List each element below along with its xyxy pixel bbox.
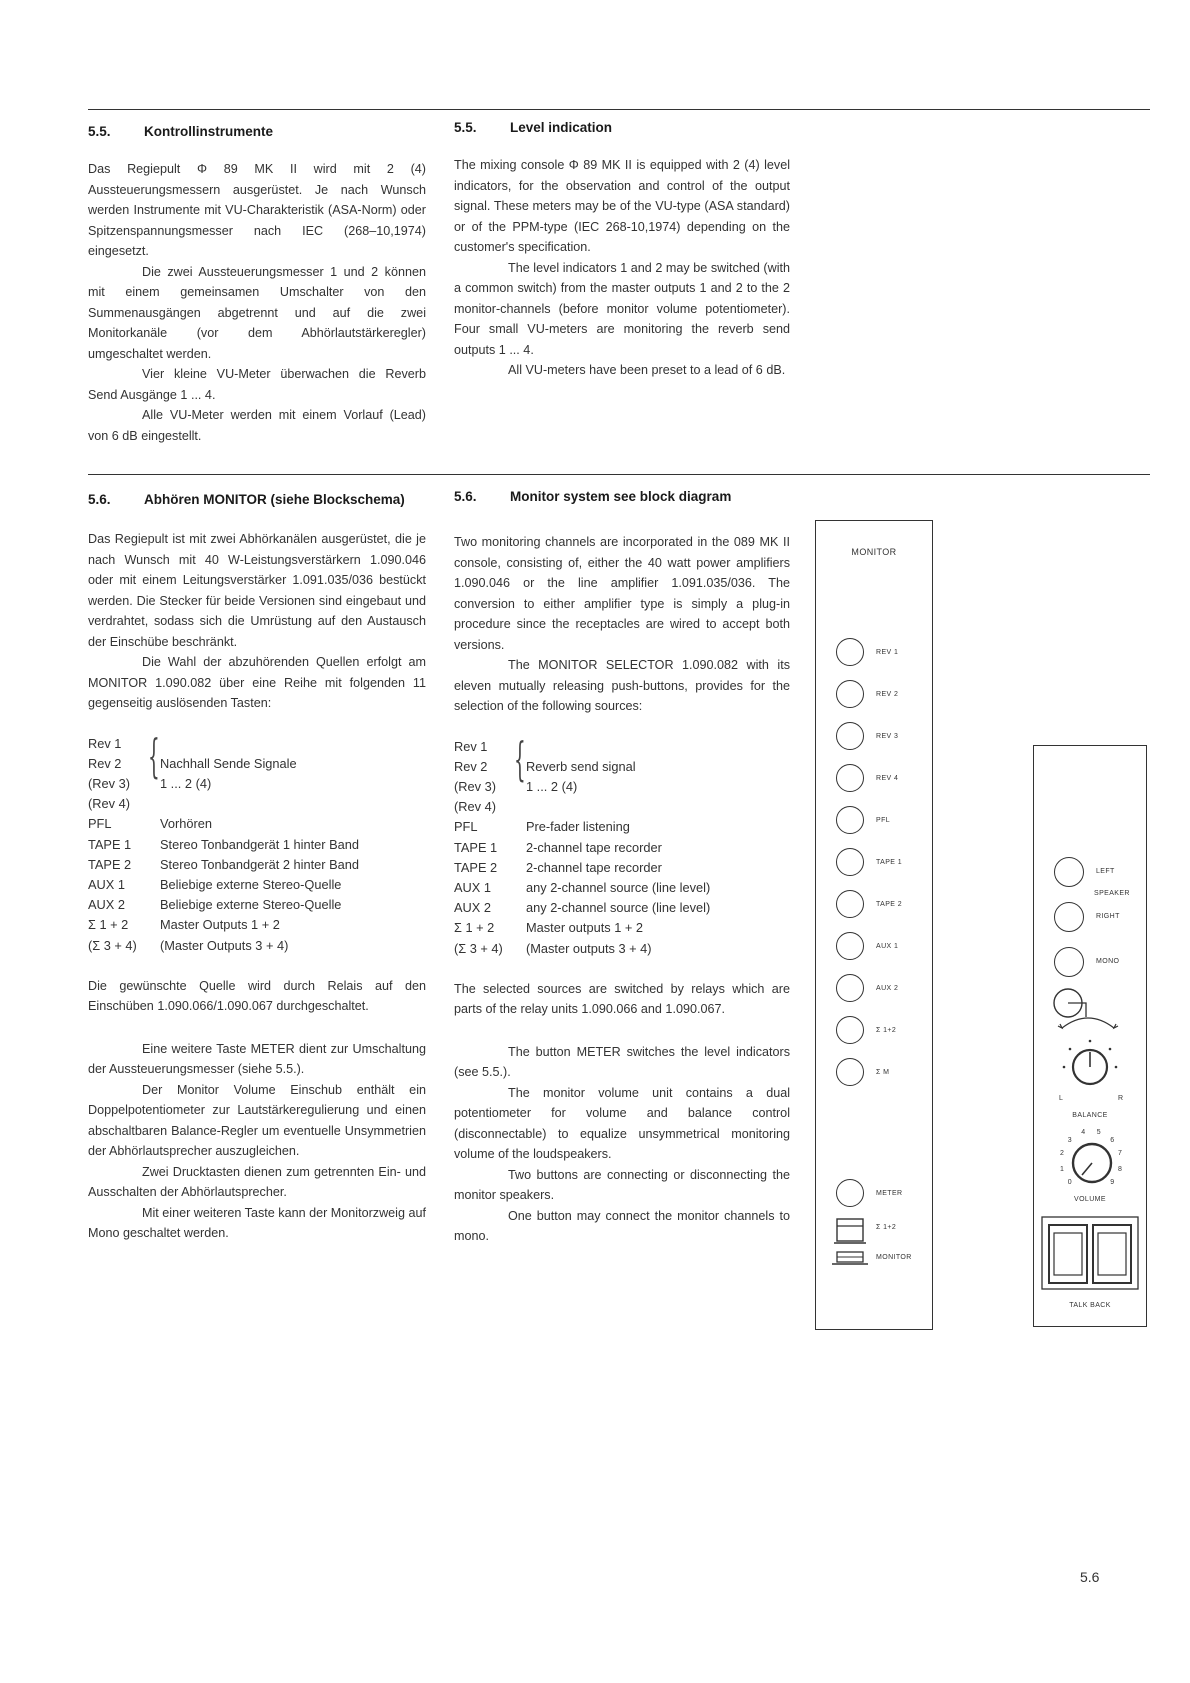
section-title: Level indication: [510, 120, 613, 135]
paragraph: One button may connect the monitor channels to mono.: [454, 1208, 790, 1244]
left-label: LEFT: [1096, 868, 1115, 875]
source-key: (Rev 4): [454, 799, 496, 815]
monitor-source-label: PFL: [876, 817, 891, 824]
source-value: Master Outputs 1 + 2: [160, 917, 280, 933]
section-number: 5.5.: [88, 124, 111, 139]
paragraph: Alle VU-Meter werden mit einem Vorlauf (Lead) von 6 dB eingestellt.: [88, 408, 426, 443]
source-key: TAPE 2: [88, 856, 132, 872]
paragraph: The selected sources are switched by relays which are parts of the relay units 1.090.066 and 1.090.067.: [454, 981, 790, 1017]
paragraph: Zwei Drucktasten dienen zum getrennten Ein- und Ausschalten der Abhörlautsprecher.: [88, 1164, 426, 1200]
balance-knob-icon[interactable]: [1058, 1035, 1124, 1091]
balance-left-label: L: [1059, 1095, 1064, 1102]
volume-knob-icon[interactable]: [1067, 1138, 1117, 1188]
paragraph: Der Monitor Volume Einschub enthält ein Doppelpotentiometer zur Lautstärkeregulierung und einen abschaltbaren Balance-Regler um eventuelle Unsymmetrien der Abhörlautsprecher auszugleichen.: [88, 1082, 426, 1159]
monitor-source-label: TAPE 2: [876, 901, 903, 908]
speaker-label: SPEAKER: [1094, 890, 1130, 897]
volume-scale-digit: 0: [1067, 1179, 1073, 1187]
section-number: 5.5.: [454, 120, 477, 135]
source-key: TAPE 2: [454, 859, 498, 875]
source-value: Reverb send signal: [526, 758, 636, 774]
monitor-source-button[interactable]: [836, 638, 864, 666]
source-key: Rev 1: [454, 738, 488, 754]
source-value: Master outputs 1 + 2: [526, 920, 644, 936]
source-row: [454, 757, 790, 777]
paragraph: Two buttons are connecting or disconnecting the monitor speakers.: [454, 1167, 790, 1203]
meter-button[interactable]: [836, 1179, 864, 1207]
paragraph: Das Regiepult ist mit zwei Abhörkanälen ausgerüstet, die je nach Wunsch mit 40 W-Leistungsverstärkern 1.090.046 oder mit einem Leitungsverstärker 1.091.035/036 bestückt werden. Die Stecker für beide Versionen sind eingebaut und verdrahtet, sodass sich die Umrüstung auf den Austausch der Einschübe beschränkt.: [88, 532, 426, 649]
source-value: Beliebige externe Stereo-Quelle: [160, 876, 342, 892]
mono-button[interactable]: [1054, 947, 1084, 977]
paragraph: Die Wahl der abzuhörenden Quellen erfolgt am MONITOR 1.090.082 über eine Reihe mit folgenden 11 gegenseitig auslösenden Tasten:: [88, 655, 426, 710]
monitor-source-label: REV 3: [876, 733, 899, 740]
paragraph: The MONITOR SELECTOR 1.090.082 with its eleven mutually releasing push-buttons, provides for the selection of the following sources:: [454, 658, 790, 713]
source-value: 2-channel tape recorder: [526, 859, 662, 875]
monitor-source-button[interactable]: [836, 890, 864, 918]
source-row: [88, 814, 426, 834]
middle-rule: [88, 474, 1150, 475]
monitor-source-button[interactable]: [836, 848, 864, 876]
source-brace: {: [148, 728, 160, 783]
source-row: [454, 858, 790, 878]
left-speaker-button[interactable]: [1054, 857, 1084, 887]
source-row: [88, 835, 426, 855]
source-row: [88, 915, 426, 935]
paragraph: Das Regiepult Φ 89 MK II wird mit 2 (4) Aussteuerungsmessern ausgerüstet. Je nach Wunsch werden Instrumente mit VU-Charakteristik (ASA-Norm) oder Spitzenspannungsmesser nach IEC (268–10,1974) eingesetzt.: [88, 162, 426, 258]
source-value: 2-channel tape recorder: [526, 839, 662, 855]
monitor-source-button[interactable]: [836, 722, 864, 750]
source-row: [88, 754, 426, 774]
source-value: Stereo Tonbandgerät 2 hinter Band: [160, 856, 359, 872]
right-speaker-button[interactable]: [1054, 902, 1084, 932]
source-key: (Rev 3): [454, 778, 496, 794]
sum-switch-icon[interactable]: [833, 1216, 867, 1246]
mono-label: MONO: [1096, 958, 1120, 965]
balance-right-label: R: [1118, 1095, 1124, 1102]
monitor-source-label: REV 1: [876, 649, 899, 656]
volume-scale-digit: 8: [1117, 1165, 1123, 1173]
source-key: (Σ 3 + 4): [88, 937, 137, 953]
balance-switch-icon[interactable]: [1048, 986, 1134, 1038]
paragraph: The mixing console Φ 89 MK II is equipped with 2 (4) level indicators, for the observation and control of the output signal. These meters may be of the VU-type (ASA standard) or of the PPM-type (IEC 268-10,1974) depending on the customer's specification.: [454, 158, 790, 254]
volume-scale-digit: 2: [1060, 1150, 1065, 1158]
source-value: [160, 794, 426, 814]
source-value: [526, 797, 790, 817]
source-key: PFL: [88, 816, 112, 832]
paragraph: Die gewünschte Quelle wird durch Relais auf den Einschüben 1.090.066/1.090.067 durchgeschaltet.: [88, 978, 426, 1014]
section-number: 5.6.: [88, 492, 111, 507]
section-title: Monitor system see block diagram: [510, 489, 732, 504]
source-row: [88, 936, 426, 956]
monitor-switch-icon[interactable]: [831, 1248, 869, 1268]
right-label: RIGHT: [1096, 913, 1120, 920]
talkback-button-icon[interactable]: [1040, 1215, 1140, 1291]
source-value: Vorhören: [160, 816, 212, 832]
paragraph: All VU-meters have been preset to a lead of 6 dB.: [508, 363, 786, 377]
meter-label: METER: [876, 1190, 903, 1197]
source-key: (Rev 4): [88, 796, 130, 812]
balance-label: BALANCE: [1072, 1112, 1108, 1119]
source-key: AUX 1: [454, 879, 491, 895]
source-value: Stereo Tonbandgerät 1 hinter Band: [160, 836, 359, 852]
source-key: Rev 2: [88, 755, 122, 771]
sum-label: Σ 1+2: [876, 1224, 897, 1231]
monitor-source-label: AUX 1: [876, 943, 899, 950]
section-heading: [454, 487, 790, 506]
source-value: Pre-fader listening: [526, 819, 630, 835]
source-value: [160, 734, 426, 754]
source-value: any 2-channel source (line level): [526, 900, 711, 916]
section-heading: [88, 122, 426, 141]
paragraph: Eine weitere Taste METER dient zur Umschaltung der Aussteuerungsmesser (siehe 5.5.).: [88, 1041, 426, 1077]
source-value: 1 ... 2 (4): [526, 778, 578, 794]
volume-scale-digit: 1: [1060, 1165, 1065, 1173]
monitor-source-button[interactable]: [836, 1058, 864, 1086]
paragraph: The monitor volume unit contains a dual potentiometer for volume and balance control (disconnectable) to equalize unsymmetrical monitoring volume of the loudspeakers.: [454, 1085, 790, 1162]
source-row: [88, 855, 426, 875]
section-number: 5.6.: [454, 489, 477, 504]
section-heading: [454, 118, 790, 137]
source-value: (Master outputs 3 + 4): [526, 940, 652, 956]
source-brace: {: [514, 731, 526, 786]
paragraph: The level indicators 1 and 2 may be switched (with a common switch) from the master outputs 1 and 2 to the 2 monitor-channels (before monitor volume potentiometer). Four small VU-meters are monitoring the reverb send outputs 1 ... 4.: [454, 260, 790, 357]
source-row: [454, 918, 790, 938]
monitor-source-button[interactable]: [836, 764, 864, 792]
monitor-panel: [815, 520, 933, 1330]
source-list: [454, 731, 790, 959]
source-key: AUX 2: [454, 900, 491, 916]
source-key: AUX 1: [88, 876, 125, 892]
section-5-5-german: [88, 122, 426, 446]
volume-scale-digit: 6: [1110, 1136, 1115, 1144]
section-5-5-english: [454, 118, 790, 381]
source-row: [454, 777, 790, 797]
source-value: Nachhall Sende Signale: [160, 755, 297, 771]
volume-scale-digit: 5: [1096, 1129, 1102, 1137]
source-key: TAPE 1: [88, 836, 132, 852]
source-key: PFL: [454, 819, 478, 835]
monitor-source-label: REV 2: [876, 691, 899, 698]
monitor-source-label: REV 4: [876, 775, 899, 782]
source-list: [88, 728, 426, 956]
source-value: (Master Outputs 3 + 4): [160, 937, 289, 953]
paragraph: Die zwei Aussteuerungsmesser 1 und 2 können mit einem gemeinsamen Umschalter von den Summenausgängen abgetrennt und auf die zwei Monitorkanäle (vor dem Abhörlautstärkeregler) umgeschaltet werden.: [88, 264, 426, 361]
source-key: Σ 1 + 2: [88, 917, 129, 933]
section-title: Kontrollinstrumente: [144, 124, 274, 139]
section-heading: [88, 490, 426, 509]
source-row: [454, 737, 790, 757]
source-row: [454, 898, 790, 918]
volume-scale-digit: 7: [1117, 1150, 1123, 1158]
page-number: 5.6: [1080, 1569, 1100, 1585]
section-title: Abhören MONITOR (siehe Blockschema): [144, 492, 405, 507]
source-row: [454, 797, 790, 817]
monitor-source-label: Σ M: [876, 1069, 890, 1076]
paragraph: Vier kleine VU-Meter überwachen die Reverb Send Ausgänge 1 ... 4.: [88, 367, 426, 402]
volume-label: VOLUME: [1074, 1196, 1106, 1203]
source-key: Rev 1: [88, 735, 122, 751]
source-value: 1 ... 2 (4): [160, 775, 212, 791]
source-row: [88, 875, 426, 895]
source-value: [526, 737, 790, 757]
source-key: (Σ 3 + 4): [454, 940, 503, 956]
volume-scale-digit: 3: [1067, 1136, 1073, 1144]
section-5-6-english: [454, 487, 790, 1247]
paragraph: The button METER switches the level indicators (see 5.5.).: [454, 1044, 790, 1080]
source-row: [88, 794, 426, 814]
source-key: Rev 2: [454, 758, 488, 774]
source-key: (Rev 3): [88, 775, 130, 791]
volume-scale-digit: 9: [1110, 1179, 1115, 1187]
source-key: Σ 1 + 2: [454, 920, 495, 936]
monitor-source-button[interactable]: [836, 932, 864, 960]
volume-panel: [1033, 745, 1147, 1327]
paragraph: Two monitoring channels are incorporated in the 089 MK II console, consisting of, either the 40 watt power amplifiers 1.090.046 or the line amplifier 1.091.035/036. The conversion to either amplifier type is simply a plug-in procedure since the receptacles are wired to accept both versions.: [454, 535, 790, 652]
paragraph: Mit einer weiteren Taste kann der Monitorzweig auf Mono geschaltet werden.: [88, 1205, 426, 1241]
source-row: [88, 734, 426, 754]
source-value: Beliebige externe Stereo-Quelle: [160, 897, 342, 913]
monitor-source-button[interactable]: [836, 1016, 864, 1044]
monitor-source-label: TAPE 1: [876, 859, 903, 866]
source-row: [454, 939, 790, 959]
source-row: [454, 817, 790, 837]
source-row: [454, 878, 790, 898]
volume-scale-digit: 4: [1081, 1129, 1086, 1137]
source-value: any 2-channel source (line level): [526, 879, 711, 895]
top-rule: [88, 109, 1150, 110]
talkback-label: TALK BACK: [1069, 1302, 1111, 1309]
monitor-source-button[interactable]: [836, 680, 864, 708]
source-row: [88, 895, 426, 915]
source-key: TAPE 1: [454, 839, 498, 855]
monitor-source-button[interactable]: [836, 974, 864, 1002]
source-row: [88, 774, 426, 794]
source-key: AUX 2: [88, 897, 125, 913]
monitor-label: MONITOR: [876, 1254, 912, 1261]
monitor-panel-title: MONITOR: [851, 547, 897, 557]
monitor-source-label: AUX 2: [876, 985, 899, 992]
monitor-source-button[interactable]: [836, 806, 864, 834]
source-row: [454, 838, 790, 858]
section-5-6-german: [88, 490, 426, 1244]
monitor-source-label: Σ 1+2: [876, 1027, 897, 1034]
